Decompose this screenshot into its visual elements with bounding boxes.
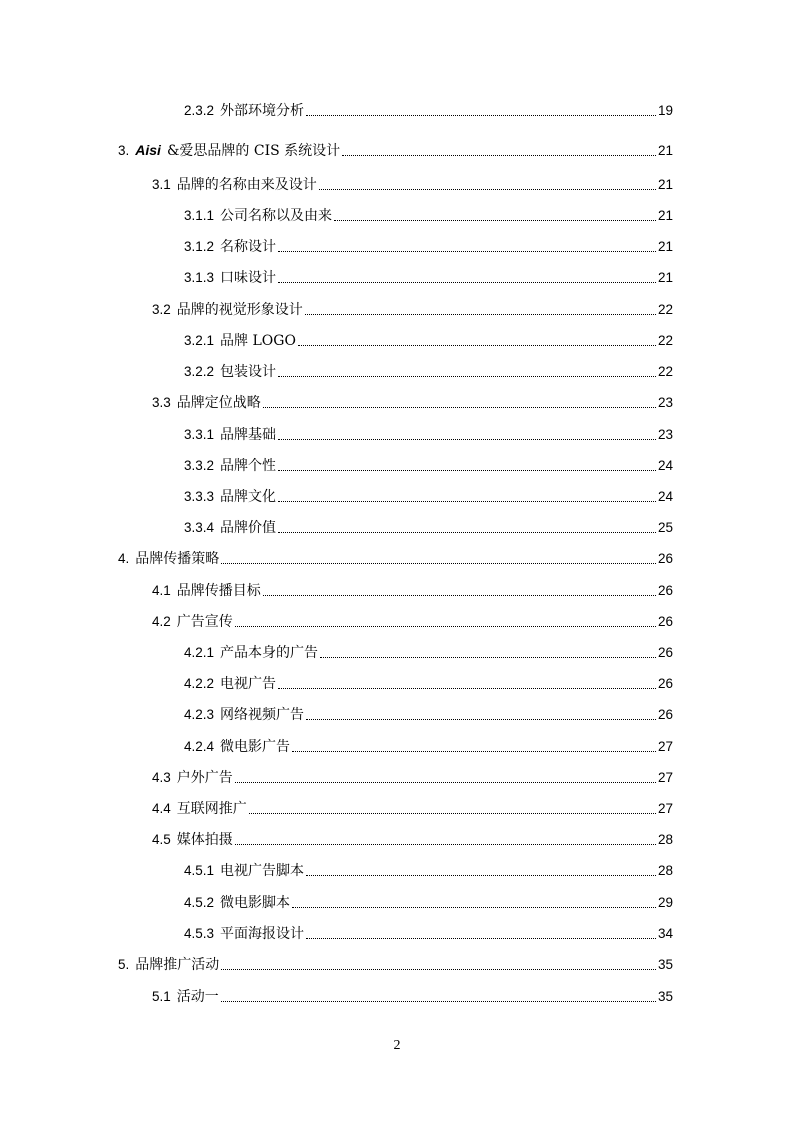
toc-entry-page-number: 24 (657, 458, 673, 473)
toc-entry-number: 3.1.1 (184, 208, 215, 223)
toc-entry-number: 3.3 (152, 395, 171, 410)
toc-entry-number: 5.1 (152, 989, 171, 1004)
toc-entry-title: 产品本身的广告 (220, 645, 319, 661)
toc-entry-page-number: 23 (657, 427, 673, 442)
dot-leader (278, 688, 656, 689)
toc-entry-title: 品牌基础 (220, 427, 277, 443)
dot-leader (292, 907, 656, 908)
toc-entry-number: 4.5.3 (184, 926, 215, 941)
toc-entry[interactable] (0, 237, 794, 257)
dot-leader (235, 626, 656, 627)
toc-entry[interactable] (0, 175, 794, 195)
toc-entry-title: 品牌定位战略 (176, 395, 261, 411)
dot-leader (263, 407, 656, 408)
dot-leader (278, 376, 656, 377)
toc-entry-page-number: 22 (657, 333, 673, 348)
toc-entry-title: 公司名称以及由来 (220, 208, 333, 224)
toc-entry-title: 品牌的视觉形象设计 (176, 302, 303, 318)
toc-entry-number: 4.5 (152, 832, 171, 847)
toc-entry-page-number: 27 (657, 739, 673, 754)
toc-entry-page-number: 28 (657, 832, 673, 847)
toc-entry-number: 4.2.3 (184, 707, 215, 722)
toc-entry-page-number: 29 (657, 895, 673, 910)
toc-entry-number: 3.1 (152, 177, 171, 192)
toc-entry-page-number: 25 (657, 520, 673, 535)
toc-entry-number: 2.3.2 (184, 103, 215, 118)
toc-entry[interactable] (0, 643, 794, 663)
dot-leader (235, 844, 656, 845)
dot-leader (278, 532, 656, 533)
toc-entry-number: 3.1.3 (184, 270, 215, 285)
dot-leader (334, 220, 656, 221)
toc-entry-number: 4.2.2 (184, 676, 215, 691)
toc-entry-title: 活动一 (176, 989, 219, 1005)
toc-entry[interactable] (0, 955, 794, 975)
toc-entry-title: 品牌传播策略 (135, 551, 220, 567)
dot-leader (263, 595, 656, 596)
toc-entry-number: 4.4 (152, 801, 171, 816)
toc-entry-page-number: 24 (657, 489, 673, 504)
toc-entry[interactable] (0, 581, 794, 601)
toc-entry-number: 4.2 (152, 614, 171, 629)
toc-entry-page-number: 35 (657, 989, 673, 1004)
dot-leader (306, 938, 656, 939)
dot-leader (306, 719, 656, 720)
dot-leader (306, 115, 656, 116)
toc-entry-page-number: 26 (657, 676, 673, 691)
toc-entry-page-number: 26 (657, 707, 673, 722)
toc-entry-title: 微电影脚本 (220, 895, 291, 911)
toc-entry[interactable] (0, 674, 794, 694)
toc-entry-title (129, 140, 340, 161)
toc-entry-title: 户外广告 (176, 770, 233, 786)
toc-entry[interactable] (0, 924, 794, 944)
toc-entry[interactable] (0, 393, 794, 413)
toc-entry-page-number: 21 (657, 177, 673, 192)
toc-entry-page-number: 21 (657, 143, 673, 158)
toc-entry-number: 5. (118, 957, 130, 972)
toc-entry-title: 名称设计 (220, 239, 277, 255)
dot-leader (278, 470, 656, 471)
toc-entry[interactable] (0, 331, 794, 351)
toc-entry-title: 品牌的名称由来及设计 (176, 177, 317, 193)
dot-leader (320, 657, 656, 658)
toc-entry-page-number: 27 (657, 801, 673, 816)
dot-leader (319, 189, 656, 190)
toc-entry[interactable] (0, 861, 794, 881)
toc-entry[interactable] (0, 768, 794, 788)
toc-entry-title: 品牌传播目标 (176, 583, 261, 599)
dot-leader (278, 251, 656, 252)
toc-entry-title: 口味设计 (220, 270, 277, 286)
toc-entry-title: 品牌价值 (220, 520, 277, 536)
dot-leader (278, 439, 656, 440)
toc-entry-page-number: 26 (657, 645, 673, 660)
toc-entry[interactable] (0, 518, 794, 538)
toc-entry-page-number: 21 (657, 208, 673, 223)
dot-leader (342, 155, 656, 156)
toc-entry[interactable] (0, 893, 794, 913)
toc-entry[interactable] (0, 830, 794, 850)
toc-entry-title: 平面海报设计 (220, 926, 305, 942)
toc-entry[interactable] (0, 456, 794, 476)
toc-entry[interactable] (0, 141, 794, 161)
toc-entry[interactable] (0, 300, 794, 320)
toc-entry[interactable] (0, 612, 794, 632)
dot-leader (292, 751, 656, 752)
brand-name: Aisi (135, 142, 161, 158)
toc-entry-title: 网络视频广告 (220, 707, 305, 723)
toc-entry-page-number: 19 (657, 103, 673, 118)
toc-entry-number: 3.3.3 (184, 489, 215, 504)
toc-entry-number: 4.1 (152, 583, 171, 598)
toc-entry-page-number: 23 (657, 395, 673, 410)
toc-entry-page-number: 35 (657, 957, 673, 972)
page-number: 2 (393, 1038, 401, 1053)
toc-entry-title: 品牌文化 (220, 489, 277, 505)
toc-entry-title: 品牌 LOGO (220, 333, 296, 349)
toc-entry-number: 3. (118, 143, 130, 158)
dot-leader (235, 782, 656, 783)
toc-entry[interactable] (0, 487, 794, 507)
dot-leader (249, 813, 656, 814)
toc-entry[interactable] (0, 549, 794, 569)
toc-entry-number: 3.2 (152, 302, 171, 317)
toc-entry-page-number: 21 (657, 270, 673, 285)
toc-entry-title: 互联网推广 (176, 801, 247, 817)
toc-entry-number: 4.2.4 (184, 739, 215, 754)
toc-entry-number: 3.2.1 (184, 333, 215, 348)
toc-entry-title: 电视广告 (220, 676, 277, 692)
toc-entry-number: 4.5.2 (184, 895, 215, 910)
toc-entry[interactable] (0, 737, 794, 757)
toc-entry[interactable] (0, 206, 794, 226)
toc-entry-number: 3.3.4 (184, 520, 215, 535)
toc-entry-page-number: 34 (657, 926, 673, 941)
toc-entry-page-number: 26 (657, 551, 673, 566)
toc-entry-title: 外部环境分析 (220, 103, 305, 119)
toc-entry-title: 广告宣传 (176, 614, 233, 630)
toc-entry-title: 媒体拍摄 (176, 832, 233, 848)
toc-entry-number: 4. (118, 551, 130, 566)
toc-entry[interactable] (0, 987, 794, 1007)
toc-entry[interactable] (0, 705, 794, 725)
toc-entry-number: 4.5.1 (184, 863, 215, 878)
toc-entry-page-number: 28 (657, 863, 673, 878)
dot-leader (278, 501, 656, 502)
toc-entry-title-text: &爱思品牌的 CIS 系统设计 (166, 143, 341, 159)
toc-entry-title: 品牌个性 (220, 458, 277, 474)
toc-entry-title: 品牌推广活动 (135, 957, 220, 973)
toc-entry[interactable] (0, 425, 794, 445)
toc-entry-title: 微电影广告 (220, 739, 291, 755)
toc-entry[interactable] (0, 101, 794, 121)
toc-entry-number: 4.2.1 (184, 645, 215, 660)
toc-entry[interactable] (0, 362, 794, 382)
dot-leader (298, 345, 656, 346)
toc-entry-page-number: 21 (657, 239, 673, 254)
toc-entry-number: 3.1.2 (184, 239, 215, 254)
dot-leader (278, 282, 656, 283)
dot-leader (221, 969, 656, 970)
toc-entry-page-number: 26 (657, 583, 673, 598)
toc-entry-number: 3.3.2 (184, 458, 215, 473)
toc-entry-title: 电视广告脚本 (220, 863, 305, 879)
dot-leader (305, 314, 656, 315)
dot-leader (221, 1001, 656, 1002)
toc-entry[interactable] (0, 268, 794, 288)
toc-entry-page-number: 22 (657, 364, 673, 379)
dot-leader (221, 563, 656, 564)
toc-entry-title: 包装设计 (220, 364, 277, 380)
toc-entry-number: 3.2.2 (184, 364, 215, 379)
toc-entry-number: 4.3 (152, 770, 171, 785)
dot-leader (306, 875, 656, 876)
toc-entry-page-number: 22 (657, 302, 673, 317)
toc-entry-page-number: 26 (657, 614, 673, 629)
toc-entry-number: 3.3.1 (184, 427, 215, 442)
toc-entry[interactable] (0, 799, 794, 819)
toc-entry-page-number: 27 (657, 770, 673, 785)
